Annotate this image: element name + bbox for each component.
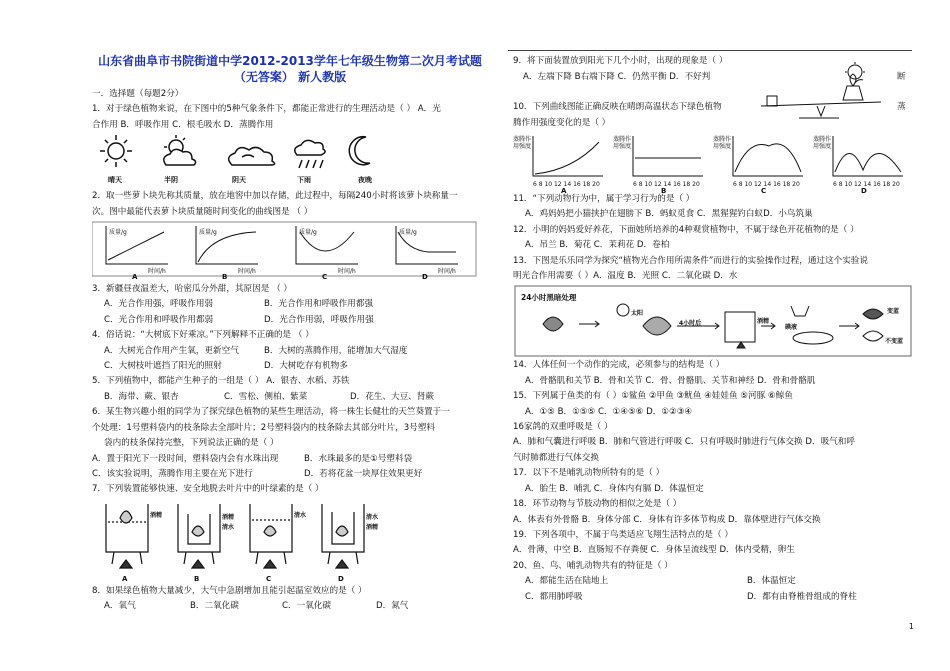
dish-icon xyxy=(793,332,833,344)
graph-a-axes xyxy=(533,136,603,176)
beaker-b-letter: B xyxy=(194,574,200,583)
graph-c-curve xyxy=(735,144,801,172)
question-10-block xyxy=(513,100,913,132)
q3-option-a: A．光合作用强，呼吸作用弱 xyxy=(104,299,214,310)
question-9-options: A．左端下降 B右端下降 C．仍然平衡 D．不好判 xyxy=(523,72,711,82)
q20-option-c: C．都用肺呼吸 xyxy=(525,591,583,602)
question-19-options: A．骨薄，中空 B．直肠短不存粪便 C．身体呈流线型 D．体内受精，卵生 xyxy=(513,545,795,556)
question-16-options-line2: 气时肺都进行气体交换 xyxy=(513,452,599,463)
graph-d-letter: D xyxy=(861,187,867,195)
q20-option-b: B．体温恒定 xyxy=(747,576,796,587)
question-6-options-cd xyxy=(92,467,488,482)
beaker-c-letter: C xyxy=(266,574,272,583)
question-7: 7．下列装置能够快速、安全地脱去叶片中的叶绿素的是（ ） xyxy=(92,484,324,495)
graph-a-letter: A xyxy=(561,187,567,195)
question-11-options: A．鸡妈妈把小猫挟护在翅膀下 B．蚂蚁觅食 C．黑猩猩钓白蚁D．小鸟筑巢 xyxy=(525,209,813,220)
beaker-d-letter: D xyxy=(338,574,344,583)
sun-icon xyxy=(100,135,132,167)
question-20-options-ab xyxy=(513,574,913,589)
q6-option-d: D．若将花盆一块厚住效果更好 xyxy=(304,468,423,479)
result-notblue-leaf xyxy=(863,331,883,341)
beaker-figure xyxy=(92,498,488,584)
question-13-line2: 明光合作用需要（ ）A．温度 B．光照 C．二氧化碳 D．水 xyxy=(513,271,738,282)
q3-option-b: B．光合作用和呼吸作用都强 xyxy=(264,299,374,310)
question-3-options-cd xyxy=(92,313,488,328)
question-3-options-ab xyxy=(92,297,488,312)
graph-a-xticks: 6 8 10 12 14 16 18 20 xyxy=(533,181,600,188)
result-blue-leaf xyxy=(863,309,883,319)
question-3: 3．新疆昼夜温差大，哈密瓜分外甜，其原因是 （ ） xyxy=(92,284,292,295)
q4-option-c: C．大树枝叶遮挡了阳光的照射 xyxy=(104,361,222,372)
right-column xyxy=(513,54,913,605)
beaker-b-label-1: 酒精 xyxy=(222,513,235,521)
graph-d-ylabel: 蒸腾作用强度 xyxy=(813,136,832,150)
beaker-d-label-1: 清水 xyxy=(366,513,379,521)
weather-label-cloudy: 阴天 xyxy=(232,176,246,185)
dropper-icon xyxy=(791,306,809,316)
cloudy-icon xyxy=(229,148,275,166)
question-12-options: A．吊兰 B．菊花 C．茉莉花 D．卷柏 xyxy=(525,240,670,251)
question-17-options: A．胎生 B．哺乳 C．身体内有膈 D．体温恒定 xyxy=(525,483,704,494)
graph-d-curve xyxy=(835,153,901,172)
question-16-options: A．肺和气囊进行呼吸 B．肺和气管进行呼吸 C．只有呼吸时肺进行气体交换 D．吸气和呼 xyxy=(513,437,855,448)
photosynthesis-experiment-figure xyxy=(513,284,913,358)
flame-b xyxy=(192,560,204,568)
alcohol-label: 酒精 xyxy=(757,318,770,326)
flame-a xyxy=(120,560,132,568)
beakers-svg xyxy=(92,498,392,584)
graph-a-xlabel: 时间/h xyxy=(148,268,166,276)
left-column xyxy=(92,54,488,615)
graph-b-xticks: 6 8 10 12 14 16 18 20 xyxy=(633,181,700,188)
question-8-options xyxy=(92,599,488,614)
graph-c-ylabel: 蒸腾作用强度 xyxy=(713,136,732,150)
question-9-tail: 断 xyxy=(897,72,906,82)
question-4: 4．俗话说：“大树底下好乘凉。”下列解释不正确的是 （ ） xyxy=(92,330,314,341)
q6-option-b: B．水珠最多的是①号塑料袋 xyxy=(304,453,413,464)
exam-subtitle: （无答案） 新人教版 xyxy=(233,70,347,84)
q3-option-c: C．光合作用和呼吸作用都弱 xyxy=(104,314,214,325)
graph-b-letter: B xyxy=(661,187,667,195)
flame-icon xyxy=(737,342,745,348)
q8-option-b: B．二氧化碳 xyxy=(190,601,239,612)
graph-c-letter: C xyxy=(322,273,328,282)
sun-icon xyxy=(617,304,629,316)
graph-c-letter: C xyxy=(761,187,767,195)
weather-label-rain: 下雨 xyxy=(297,176,311,185)
q5-option-b: B．海带、蕨、银杏 xyxy=(104,391,179,402)
partly-cloudy-icon xyxy=(164,135,196,165)
question-18-options: A．体表有外骨骼 B．身体分部 C．身体有许多体节构成 D．靠体壁进行气体交换 xyxy=(513,514,821,525)
beaker-d-label-2: 酒精 xyxy=(366,523,379,531)
radish-mass-graphs xyxy=(92,220,488,282)
q20-option-a: A．都能生活在陆地上 xyxy=(525,576,609,587)
beaker-icon xyxy=(725,312,755,342)
q8-option-d: D．氮气 xyxy=(376,601,409,612)
beaker-a-label: 酒精 xyxy=(150,511,163,519)
q20-option-d: D．都有由脊椎骨组成的脊柱 xyxy=(747,591,857,602)
question-14: 14．人体任何一个动作的完成，必须参与的结构是（ ） xyxy=(513,360,725,371)
graph-b-xlabel: 时间/h xyxy=(238,268,256,276)
question-20: 20、鱼、鸟、哺乳动物共有的特征是（ ） xyxy=(513,560,673,571)
question-5: 5．下列植物中，都能产生种子的一组是（ ） A．银杏、水稻、苏铁 xyxy=(92,376,350,387)
q5-option-c: C．雪松、侧柏、紫菜 xyxy=(224,391,308,402)
q6-option-a: A．置于阳光下一段时间，塑料袋内会有水珠出现 xyxy=(92,453,279,464)
question-16: 16家鸽的双重呼吸是（ ） xyxy=(513,422,613,433)
graph-a-curve xyxy=(535,142,599,174)
question-1-options: 合作用 B．呼吸作用 C．根毛吸水 D．蒸腾作用 xyxy=(92,119,274,130)
weather-label-sunny: 晴天 xyxy=(108,176,122,185)
graph-a-ylabel: 质量/g xyxy=(109,229,127,237)
graph-a-letter: A xyxy=(132,273,138,282)
question-14-options: A．骨骼肌和关节 B．骨和关节 C．骨、骨骼肌、关节和神经 D．骨和骨骼肌 xyxy=(525,375,816,386)
question-15: 15．下列属于鱼类的有（ ）①鲨鱼 ②甲鱼 ③鱿鱼 ④娃娃鱼 ⑤河豚 ⑥鲸鱼 xyxy=(513,391,793,402)
question-9: 9．将下面装置放到阳光下几个小时，出现的现象是（ ） xyxy=(513,56,728,66)
beaker-c-label: 清水 xyxy=(294,511,307,519)
graph-c-xticks: 6 8 10 12 14 16 18 20 xyxy=(733,181,800,188)
turns-blue-label: 变蓝 xyxy=(887,308,900,316)
weather-figure xyxy=(92,133,488,189)
q4-option-b: B．大树的蒸腾作用，能增加大气湿度 xyxy=(264,345,408,356)
moon-icon xyxy=(349,137,370,165)
graph-b-axes xyxy=(633,136,703,176)
not-blue-label: 不变蓝 xyxy=(885,338,904,346)
question-11: 11．“下列动物行为中，属于学习行为的是（ ） xyxy=(513,194,695,204)
question-2: 2．取一些萝卜块先称其质量，放在地窖中加以存储，此过程中，每隔240小时将该萝卜块称量一 xyxy=(92,191,458,202)
question-9-block xyxy=(513,54,913,100)
question-6-line3: 袋内的枝条保持完整，下列说法正确的是（ ） xyxy=(104,438,279,449)
question-13: 13．下图是乐乐同学为探究“植物光合作用所需条件”而进行的实验操作过程，通过这个实验说 xyxy=(513,255,868,266)
transpiration-graphs xyxy=(513,132,913,195)
question-6-line2: 个处理：1号塑料袋内的枝条除去全部叶片；2号塑料袋内的枝条除去其部分叶片，3号塑料 xyxy=(92,422,435,433)
q8-option-c: C．一氧化碳 xyxy=(282,601,331,612)
graph-d-xticks: 6 8 10 12 14 16 18 20 xyxy=(833,181,900,188)
graph-d-letter: D xyxy=(422,273,428,282)
exam-title: 山东省曲阜市书院街道中学2012-2013学年七年级生物第二次月考试题 xyxy=(98,54,482,68)
question-15-options: A．①⑤ B．①⑤⑤ C．①④⑤⑥ D．①②③④ xyxy=(525,406,693,417)
sun-label: 太阳 xyxy=(631,310,644,318)
header-rule xyxy=(508,50,912,51)
dark-plant-icon xyxy=(543,317,563,331)
question-4-options-cd xyxy=(92,359,488,374)
section-heading: 一．选择题（每题2分） xyxy=(92,89,184,99)
page-number: 1 xyxy=(908,622,914,631)
graph-d-xlabel: 时间/h xyxy=(438,268,456,276)
question-2-line2: 次。图中最能代表萝卜块质量随时间变化的曲线图是 （ ） xyxy=(92,206,313,217)
question-17: 17．以下不是哺乳动物所特有的是（ ） xyxy=(513,468,665,479)
rain-icon xyxy=(295,141,325,169)
leaf-experiment-icon xyxy=(643,317,671,335)
dark-treatment-label: 24小时黑暗处理 xyxy=(521,293,577,303)
q4-option-d: D．大树吃存有机物多 xyxy=(264,361,348,372)
graph-b-ylabel: 质量/g xyxy=(199,229,217,237)
graph-a-ylabel: 蒸腾作用强度 xyxy=(513,136,532,150)
q8-option-a: A．氧气 xyxy=(104,601,136,612)
flame-c xyxy=(264,560,276,568)
flame-d xyxy=(336,560,348,568)
question-6: 6．某生物兴趣小组的同学为了探究绿色植物的某些生理活动，将一株生长健壮的天竺葵置于一 xyxy=(92,407,450,418)
beaker-a-letter: A xyxy=(122,574,128,583)
q5-option-d: D．花生、大豆、肾蕨 xyxy=(350,391,434,402)
graph-d-ylabel: 质量/g xyxy=(399,229,417,237)
question-19: 19．下列各项中，不属于鸟类适应飞翔生活特点的是（ ） xyxy=(513,529,733,540)
iodine-label: 碘液 xyxy=(785,324,798,332)
q4-option-a: A．大树光合作用产生氧，更新空气 xyxy=(104,345,239,356)
q3-option-d: D．光合作用弱，呼吸作用强 xyxy=(264,314,374,325)
leaf-a xyxy=(120,511,132,523)
weather-label-night: 夜晚 xyxy=(358,176,372,185)
graph-b-letter: B xyxy=(222,273,228,282)
question-18: 18．环节动物与节肢动物的相似之处是（ ） xyxy=(513,499,682,510)
question-10: 10．下列曲线图能正确反映在晴朗高温状态下绿色植物 xyxy=(513,102,722,112)
graph-c-xlabel: 时间/h xyxy=(338,268,356,276)
graph-c-ylabel: 质量/g xyxy=(299,229,317,237)
question-8: 8．如果绿色植物大量减少，大气中急剧增加且能引起温室效应的是（ ） xyxy=(92,585,367,596)
question-4-options-ab xyxy=(92,344,488,359)
question-1: 1．对于绿色植物来说，在下图中的5种气象条件下，都能正常进行的生理活动是（ ） A．光 xyxy=(92,104,441,115)
four-hours-label: 4小时后 xyxy=(679,320,702,328)
question-6-options-ab xyxy=(92,452,488,467)
question-20-options-cd xyxy=(513,590,913,605)
beaker-b-label-2: 清水 xyxy=(222,523,235,531)
question-5-options xyxy=(92,390,488,405)
question-10-tail: 蒸 xyxy=(897,102,906,112)
weather-label-half-cloudy: 半阴 xyxy=(164,176,178,185)
graph-b-ylabel: 蒸腾作用强度 xyxy=(613,136,632,150)
question-10-line2: 腾作用强度变化的是（ ） xyxy=(513,118,611,128)
plant-pot xyxy=(843,86,863,100)
question-12: 12．小明的妈妈爱好养花，下面她所培养的4种观赏植物中，不属于绿色开花植物的是（ ） xyxy=(513,224,859,235)
q6-option-c: C．该实验说明，蒸腾作用主要在光下进行 xyxy=(92,468,253,479)
